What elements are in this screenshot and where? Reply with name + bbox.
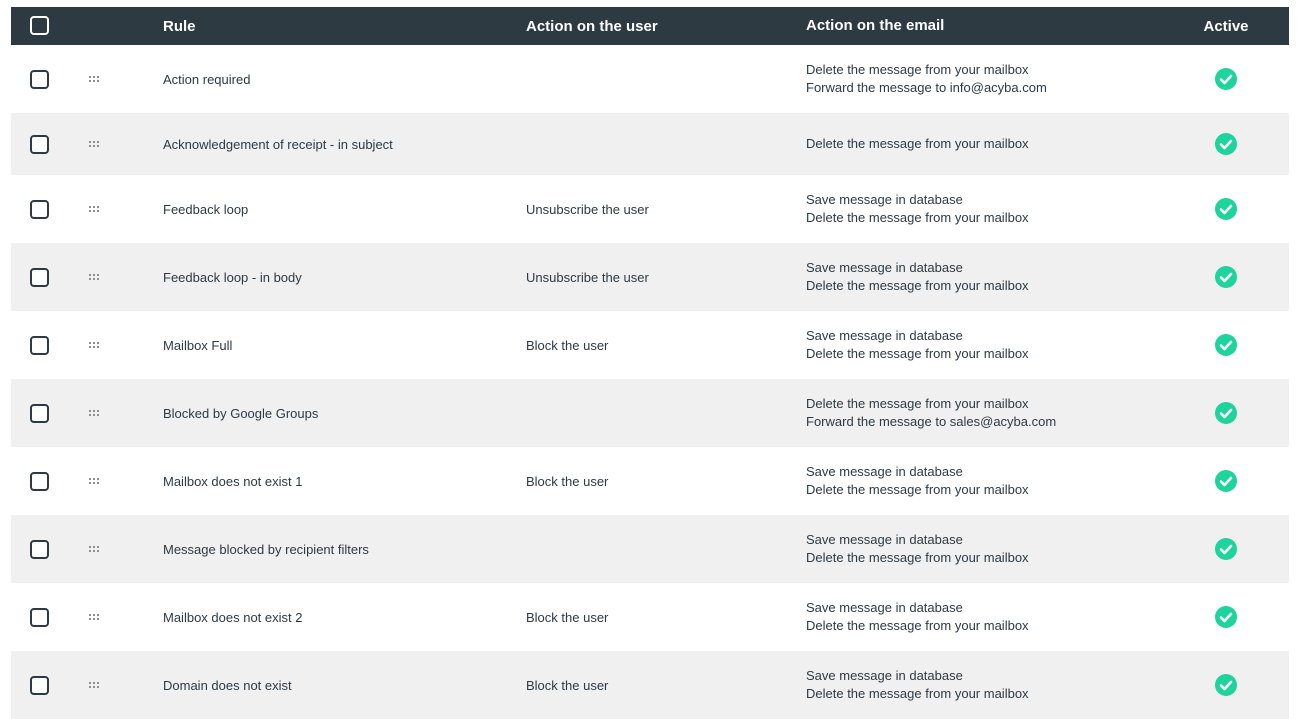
- drag-handle-cell: [89, 379, 103, 447]
- drag-handle-icon[interactable]: [89, 76, 101, 83]
- rule-name: Acknowledgement of receipt - in subject: [163, 136, 393, 152]
- action-on-email-line-2: Delete the message from your mailbox: [806, 482, 1029, 497]
- action-on-user: Unsubscribe the user: [526, 269, 649, 285]
- active-cell: [1196, 515, 1256, 583]
- active-cell: [1196, 583, 1256, 651]
- rule-name: Blocked by Google Groups: [163, 405, 319, 421]
- row-select-cell: [30, 113, 52, 175]
- row-checkbox[interactable]: [30, 404, 49, 423]
- table-row[interactable]: [11, 515, 1289, 583]
- header-active: Active: [1203, 17, 1249, 35]
- row-checkbox[interactable]: [30, 676, 49, 695]
- action-on-email: [806, 113, 1166, 175]
- table-row[interactable]: [11, 583, 1289, 651]
- rule-name: Mailbox Full: [163, 337, 233, 353]
- drag-handle-icon[interactable]: [89, 410, 101, 417]
- action-on-email-line-1: Save message in database: [806, 260, 963, 275]
- drag-handle-icon[interactable]: [89, 342, 101, 349]
- rule-name: Mailbox does not exist 2: [163, 609, 303, 625]
- table-row[interactable]: [11, 311, 1289, 379]
- rule-name: Mailbox does not exist 1: [163, 473, 303, 489]
- row-select-cell: [30, 379, 52, 447]
- action-on-user: [526, 379, 796, 447]
- action-on-email: [806, 175, 1166, 243]
- rule-name: Feedback loop: [163, 201, 249, 217]
- header-rule: Rule: [163, 17, 196, 35]
- active-check-icon[interactable]: [1215, 674, 1237, 696]
- action-on-email-line-1: Save message in database: [806, 192, 963, 207]
- action-on-email-line-1: Delete the message from your mailbox: [806, 396, 1029, 411]
- action-on-email-line-1: Save message in database: [806, 600, 963, 615]
- action-on-email-line-1: Save message in database: [806, 328, 963, 343]
- active-cell: [1196, 447, 1256, 515]
- row-select-cell: [30, 45, 52, 113]
- drag-handle-icon[interactable]: [89, 682, 101, 689]
- row-select-cell: [30, 515, 52, 583]
- drag-handle-cell: [89, 113, 103, 175]
- row-checkbox[interactable]: [30, 336, 49, 355]
- action-on-email: [806, 45, 1166, 113]
- drag-handle-cell: [89, 175, 103, 243]
- action-on-email-line-1: Delete the message from your mailbox: [806, 62, 1029, 77]
- action-on-user: [526, 113, 796, 175]
- drag-handle-cell: [89, 583, 103, 651]
- action-on-email-line-2: Delete the message from your mailbox: [806, 550, 1029, 565]
- table-row[interactable]: [11, 113, 1289, 175]
- action-on-user: [526, 45, 796, 113]
- action-on-email-line-2: Delete the message from your mailbox: [806, 618, 1029, 633]
- select-all-cell: [30, 7, 52, 45]
- active-cell: [1196, 45, 1256, 113]
- action-on-email-line-2: Delete the message from your mailbox: [806, 210, 1029, 225]
- rule-name: Domain does not exist: [163, 677, 292, 693]
- drag-handle-cell: [89, 243, 103, 311]
- drag-handle-cell: [89, 515, 103, 583]
- drag-handle-cell: [89, 311, 103, 379]
- action-on-user: Block the user: [526, 337, 609, 353]
- rule-name: Feedback loop - in body: [163, 269, 302, 285]
- action-on-user: Block the user: [526, 609, 609, 625]
- action-on-email: [806, 311, 1166, 379]
- action-on-email: [806, 583, 1166, 651]
- table-body: [11, 45, 1289, 719]
- row-checkbox[interactable]: [30, 608, 49, 627]
- table-row[interactable]: [11, 243, 1289, 311]
- action-on-email: [806, 515, 1166, 583]
- action-on-user: [526, 515, 796, 583]
- rule-name: Message blocked by recipient filters: [163, 541, 369, 557]
- active-check-icon[interactable]: [1215, 334, 1237, 356]
- active-check-icon[interactable]: [1215, 606, 1237, 628]
- active-cell: [1196, 379, 1256, 447]
- header-action-email: Action on the email: [806, 17, 945, 34]
- active-check-icon[interactable]: [1215, 68, 1237, 90]
- action-on-email-line-1: Delete the message from your mailbox: [806, 136, 1029, 151]
- table-header: [11, 7, 1289, 45]
- table-row[interactable]: [11, 45, 1289, 113]
- active-cell: [1196, 243, 1256, 311]
- action-on-email: [806, 447, 1166, 515]
- table-row[interactable]: [11, 447, 1289, 515]
- active-cell: [1196, 311, 1256, 379]
- row-checkbox[interactable]: [30, 268, 49, 287]
- active-check-icon[interactable]: [1215, 538, 1237, 560]
- action-on-user: Unsubscribe the user: [526, 201, 649, 217]
- action-on-email-line-1: Save message in database: [806, 532, 963, 547]
- active-check-icon[interactable]: [1215, 402, 1237, 424]
- active-cell: [1196, 113, 1256, 175]
- action-on-email: [806, 379, 1166, 447]
- action-on-email-line-1: Save message in database: [806, 668, 963, 683]
- select-all-checkbox[interactable]: [30, 16, 49, 35]
- drag-handle-icon[interactable]: [89, 274, 101, 281]
- table-row[interactable]: [11, 651, 1289, 719]
- active-cell: [1196, 175, 1256, 243]
- drag-handle-cell: [89, 45, 103, 113]
- bounce-rules-table: [11, 7, 1289, 719]
- row-checkbox[interactable]: [30, 200, 49, 219]
- action-on-user: Block the user: [526, 473, 609, 489]
- drag-handle-icon[interactable]: [89, 141, 101, 148]
- drag-handle-icon[interactable]: [89, 478, 101, 485]
- action-on-email-line-2: Delete the message from your mailbox: [806, 346, 1029, 361]
- action-on-email-line-1: Save message in database: [806, 464, 963, 479]
- active-check-icon[interactable]: [1215, 266, 1237, 288]
- row-checkbox[interactable]: [30, 472, 49, 491]
- drag-handle-cell: [89, 651, 103, 719]
- action-on-email-line-2: Forward the message to info@acyba.com: [806, 80, 1047, 95]
- action-on-user: Block the user: [526, 677, 609, 693]
- drag-handle-icon[interactable]: [89, 546, 101, 553]
- row-select-cell: [30, 175, 52, 243]
- table-row[interactable]: [11, 379, 1289, 447]
- action-on-email-line-2: Delete the message from your mailbox: [806, 278, 1029, 293]
- row-select-cell: [30, 243, 52, 311]
- active-check-icon[interactable]: [1215, 133, 1237, 155]
- drag-handle-cell: [89, 447, 103, 515]
- table-row[interactable]: [11, 175, 1289, 243]
- active-check-icon[interactable]: [1215, 470, 1237, 492]
- action-on-email-line-2: Delete the message from your mailbox: [806, 686, 1029, 701]
- drag-handle-icon[interactable]: [89, 206, 101, 213]
- row-select-cell: [30, 311, 52, 379]
- row-select-cell: [30, 651, 52, 719]
- active-cell: [1196, 651, 1256, 719]
- row-select-cell: [30, 447, 52, 515]
- row-checkbox[interactable]: [30, 540, 49, 559]
- rule-name: Action required: [163, 71, 251, 87]
- row-checkbox[interactable]: [30, 135, 49, 154]
- action-on-email: [806, 243, 1166, 311]
- action-on-email: [806, 651, 1166, 719]
- row-checkbox[interactable]: [30, 70, 49, 89]
- drag-handle-icon[interactable]: [89, 614, 101, 621]
- active-check-icon[interactable]: [1215, 198, 1237, 220]
- row-select-cell: [30, 583, 52, 651]
- action-on-email-line-2: Forward the message to sales@acyba.com: [806, 414, 1057, 429]
- header-action-user: Action on the user: [526, 17, 658, 35]
